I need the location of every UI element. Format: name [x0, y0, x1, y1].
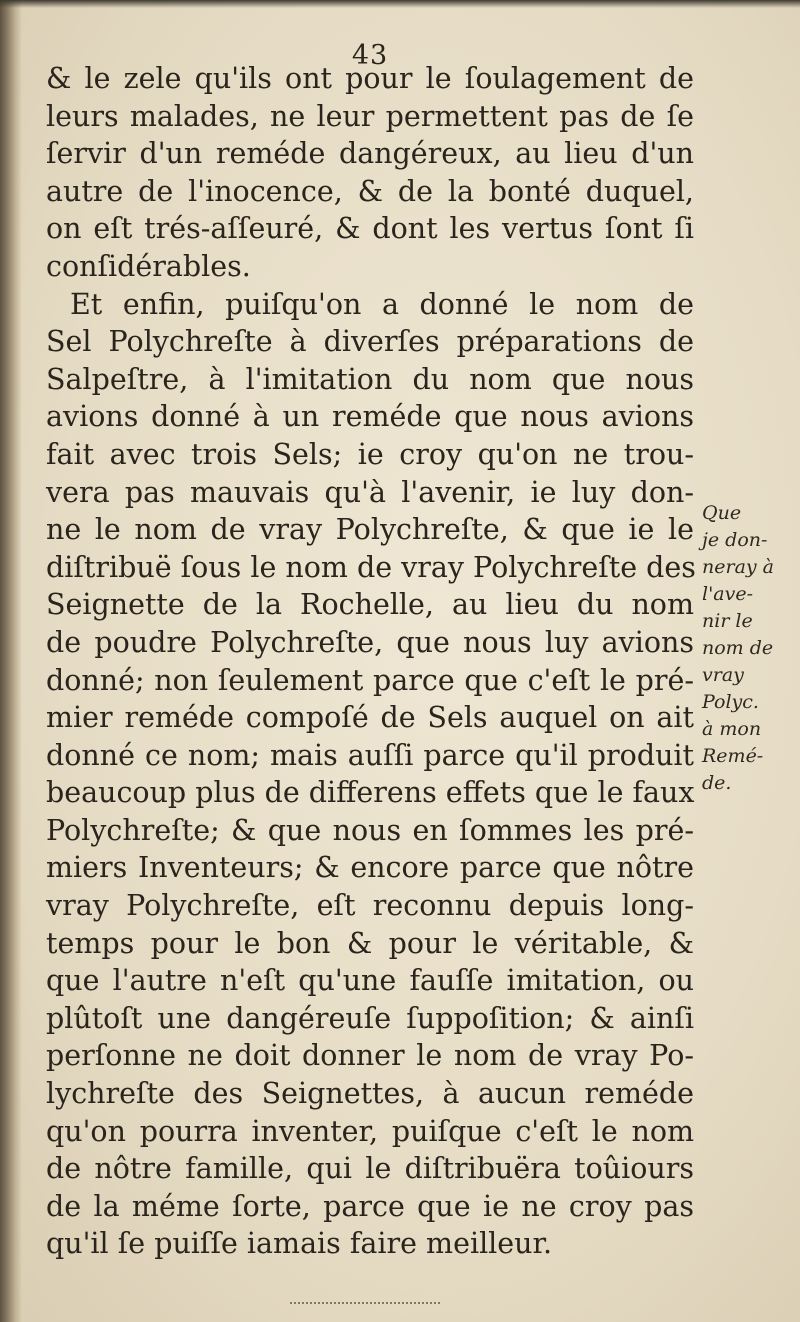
- text-line: Et enfin, puiſqu'on a donné le nom de: [70, 287, 694, 321]
- text-line: autre de l'inocence, & de la bonté duquel,: [46, 174, 694, 208]
- text-line: avions donné à un reméde que nous avions: [46, 400, 694, 434]
- text-line: de nôtre famille, qui le diſtribuëra toûiours: [46, 1152, 694, 1186]
- text-line: lychreſte des Seignettes, à aucun reméde: [46, 1077, 694, 1111]
- margin-note-line: vray: [702, 664, 744, 686]
- margin-note-line: je don-: [702, 529, 768, 551]
- margin-note-line: Remé-: [702, 745, 764, 767]
- text-line: miers Inventeurs; & encore parce que nôtre: [46, 851, 694, 885]
- text-line: Salpeſtre, à l'imitation du nom que nous: [46, 362, 694, 396]
- margin-note-line: Polyc.: [702, 691, 759, 713]
- text-line: beaucoup plus de differens effets que le faux: [46, 776, 695, 810]
- text-line: mier reméde compoſé de Sels auquel on ait: [46, 701, 694, 735]
- text-line: Seignette de la Rochelle, au lieu du nom: [46, 588, 694, 622]
- page-top-shadow: [0, 0, 800, 8]
- text-line: vray Polychreſte, eſt reconnu depuis long-: [46, 889, 694, 923]
- page-number: 43: [351, 40, 389, 71]
- text-line: plûtoſt une dangéreuſe ſuppoſition; & ainſi: [46, 1001, 694, 1035]
- margin-note-line: nir le: [702, 610, 753, 632]
- text-line: Sel Polychreſte à diverſes préparations de: [46, 325, 694, 359]
- text-line: que l'autre n'eſt qu'une fauſſe imitation, ou: [46, 964, 694, 998]
- margin-note-line: neray à: [702, 556, 774, 578]
- text-line: ſervir d'un reméde dangéreux, au lieu d'un: [46, 137, 694, 171]
- book-binding-edge: [0, 0, 22, 1322]
- margin-note-line: à mon: [702, 718, 762, 740]
- text-line: leurs malades, ne leur permettent pas de ſe: [46, 99, 694, 133]
- text-line: vera pas mauvais qu'à l'avenir, ie luy don-: [46, 475, 694, 509]
- text-line: ne le nom de vray Polychreſte, & que ie le: [46, 513, 694, 547]
- margin-note-line: l'ave-: [702, 583, 754, 605]
- text-line: diſtribuë ſous le nom de vray Polychreſte des: [46, 550, 696, 584]
- margin-note-line: nom de: [702, 637, 774, 659]
- text-line: on eſt trés-aſſeuré, & dont les vertus ſont ſi: [46, 212, 694, 246]
- text-line: perſonne ne doit donner le nom de vray Po-: [46, 1039, 694, 1073]
- text-line: & le zele qu'ils ont pour le ſoulagement de: [46, 62, 694, 95]
- margin-note-line: Que: [702, 502, 742, 524]
- text-line: temps pour le bon & pour le véritable, &: [46, 926, 694, 960]
- text-line: de poudre Polychreſte, que nous luy avions: [46, 625, 694, 659]
- text-line: donné ce nom; mais auſſi parce qu'il produit: [46, 738, 694, 772]
- text-line: Polychreſte; & que nous en ſommes les pré-: [46, 813, 694, 847]
- margin-note-line: de.: [702, 772, 732, 794]
- text-line: conſidérables.: [46, 249, 251, 283]
- margin-note: [702, 500, 794, 797]
- print-bleed-marks: [290, 1302, 440, 1306]
- text-line: de la méme ſorte, parce que ie ne croy pas: [46, 1189, 694, 1223]
- text-line: fait avec trois Sels; ie croy qu'on ne trou-: [46, 437, 694, 471]
- text-line: qu'il ſe puiſſe iamais faire meilleur.: [46, 1227, 553, 1261]
- text-line: donné; non ſeulement parce que c'eſt le pré-: [46, 663, 694, 697]
- text-line: qu'on pourra inventer, puiſque c'eſt le nom: [46, 1114, 694, 1148]
- body-text: [46, 60, 694, 1263]
